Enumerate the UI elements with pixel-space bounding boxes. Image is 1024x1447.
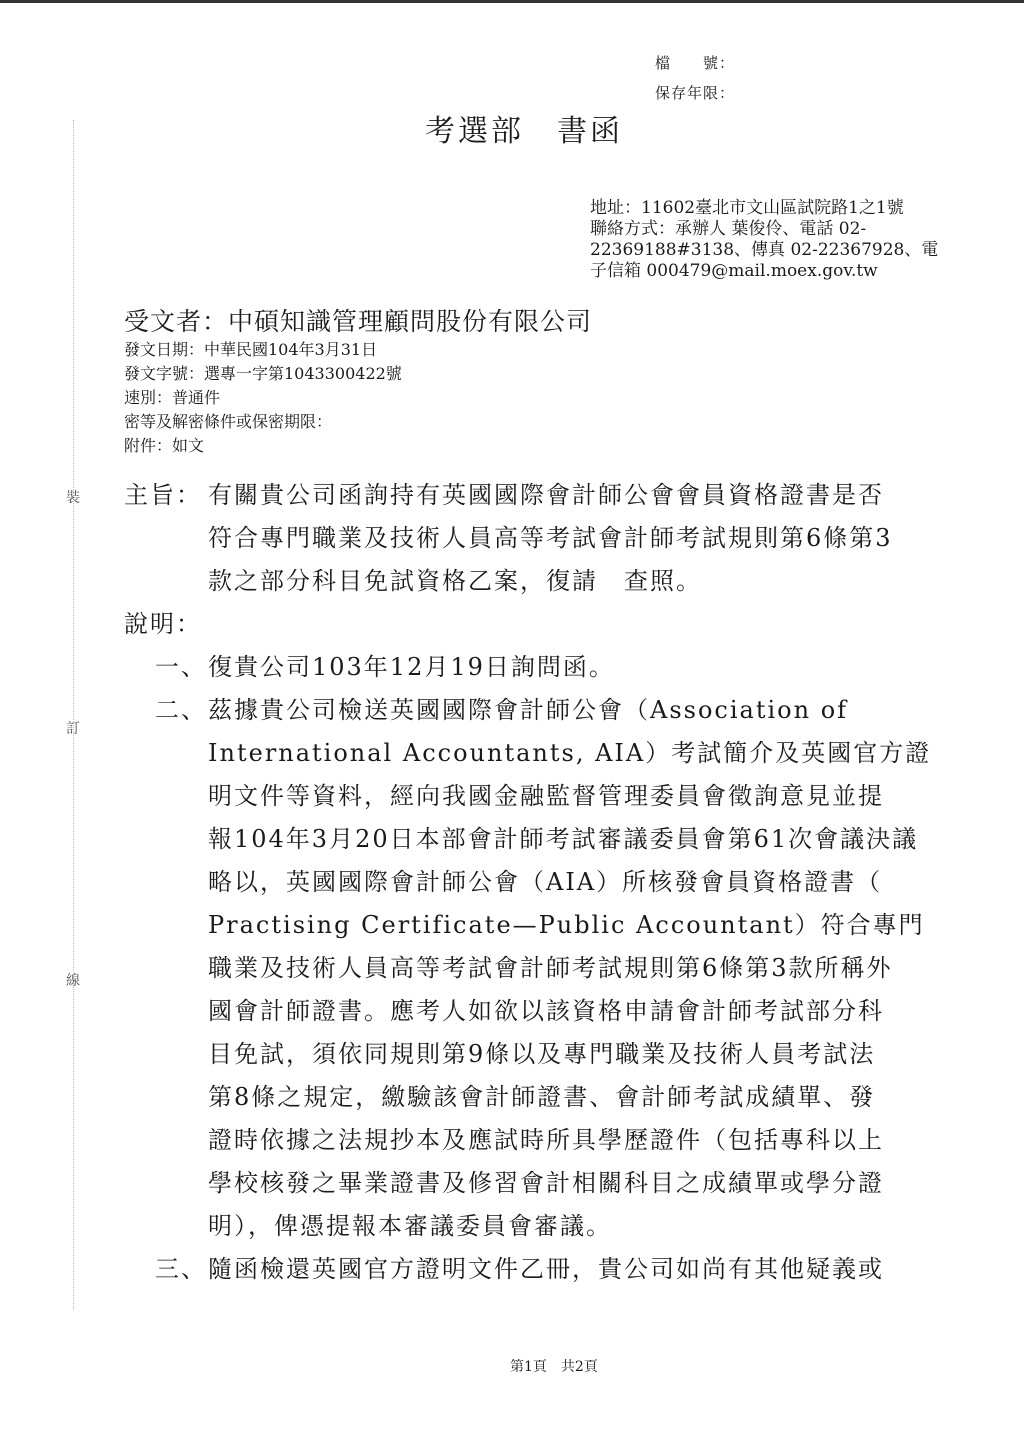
binding-line bbox=[73, 120, 74, 1310]
attachment: 附件：如文 bbox=[124, 436, 205, 455]
subject-label: 主旨： bbox=[124, 481, 202, 509]
binding-mark-xian: 線 bbox=[66, 973, 80, 989]
contact-address: 地址：11602臺北市文山區試院路1之1號 bbox=[590, 198, 904, 218]
page-footer: 第1頁 共2頁 bbox=[510, 1359, 598, 1375]
binding-mark-ding: 訂 bbox=[66, 721, 80, 737]
item2-line: International Accountants, AIA）考試簡介及英國官方證 bbox=[208, 739, 932, 767]
scan-top-edge bbox=[0, 0, 1024, 3]
item2-text bbox=[208, 689, 931, 1248]
item2-number: 二、 bbox=[155, 696, 207, 724]
item3-number: 三、 bbox=[155, 1255, 207, 1283]
item2-line: 茲據貴公司檢送英國國際會計師公會（Association of bbox=[208, 696, 849, 724]
item2-line: 報104年3月20日本部會計師考試審議委員會第61次會議決議 bbox=[208, 825, 919, 853]
subject-line: 符合專門職業及技術人員高等考試會計師考試規則第6條第3 bbox=[208, 524, 893, 552]
issue-date: 發文日期：中華民國104年3月31日 bbox=[124, 340, 378, 359]
item2-line: 國會計師證書。應考人如欲以該資格申請會計師考試部分科 bbox=[208, 997, 884, 1025]
item2-line: 略以，英國國際會計師公會（AIA）所核發會員資格證書（ bbox=[208, 868, 883, 896]
item1-text: 復貴公司103年12月19日詢問函。 bbox=[208, 653, 615, 681]
item1-number: 一、 bbox=[155, 653, 207, 681]
retention-label: 保存年限： bbox=[655, 84, 736, 102]
file-number-label: 檔 號： bbox=[655, 54, 736, 72]
item2-line: 職業及技術人員高等考試會計師考試規則第6條第3款所稱外 bbox=[208, 954, 893, 982]
explanation-label: 說明： bbox=[124, 610, 202, 638]
recipient: 受文者：中碩知識管理顧問股份有限公司 bbox=[124, 307, 593, 336]
item2-line: 學校核發之畢業證書及修習會計相關科目之成績單或學分證 bbox=[208, 1169, 884, 1197]
item2-line: 第8條之規定，繳驗該會計師證書、會計師考試成績單、發 bbox=[208, 1083, 876, 1111]
contact-block bbox=[590, 198, 938, 282]
contact-email: 子信箱 000479@mail.moex.gov.tw bbox=[590, 261, 878, 281]
item2-line: Practising Certificate—Public Accountant）符合專門 bbox=[208, 911, 925, 939]
item2-line: 目免試，須依同規則第9條以及專門職業及技術人員考試法 bbox=[208, 1040, 876, 1068]
subject-line: 款之部分科目免試資格乙案，復請 查照。 bbox=[208, 567, 702, 595]
item2-line: 明），俾憑提報本審議委員會審議。 bbox=[208, 1212, 612, 1240]
meta-block bbox=[124, 338, 402, 458]
item2-line: 證時依據之法規抄本及應試時所具學歷證件（包括專科以上 bbox=[208, 1126, 884, 1154]
subject-text bbox=[208, 474, 893, 603]
binding-mark-zhuang: 裝 bbox=[66, 490, 80, 506]
secrecy-level: 密等及解密條件或保密期限： bbox=[124, 412, 333, 431]
contact-method: 聯絡方式：承辦人 葉俊伶、電話 02- bbox=[590, 219, 867, 239]
delivery-speed: 速別：普通件 bbox=[124, 388, 221, 407]
document-title: 考選部 書函 bbox=[425, 114, 623, 149]
item3-text: 隨函檢還英國官方證明文件乙冊，貴公司如尚有其他疑義或 bbox=[208, 1255, 884, 1283]
subject-line: 有關貴公司函詢持有英國國際會計師公會會員資格證書是否 bbox=[208, 481, 884, 509]
item2-line: 明文件等資料，經向我國金融監督管理委員會徵詢意見並提 bbox=[208, 782, 884, 810]
contact-phone-fax: 22369188#3138、傳真 02-22367928、電 bbox=[590, 240, 939, 260]
reference-number: 發文字號：選專一字第1043300422號 bbox=[124, 364, 402, 383]
